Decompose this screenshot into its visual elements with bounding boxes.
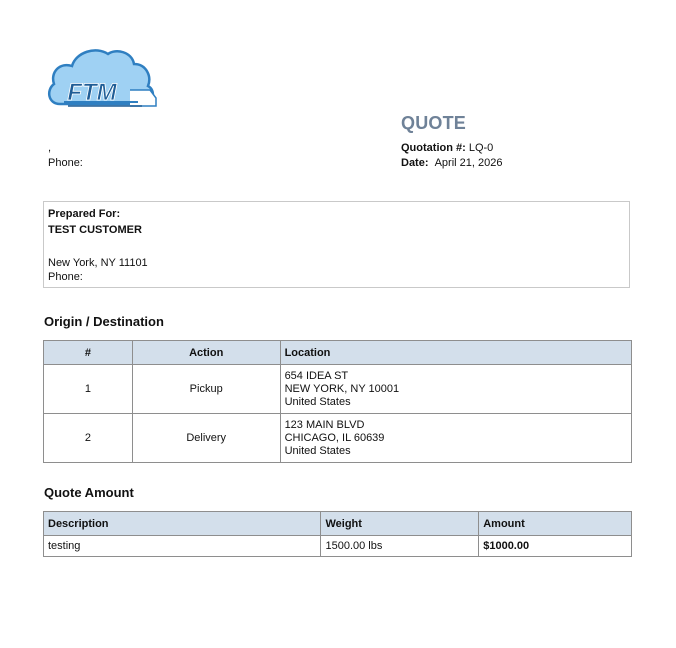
quote-amount-title: Quote Amount bbox=[44, 485, 134, 500]
table-header-row bbox=[44, 341, 632, 365]
column-header-location: Location bbox=[280, 341, 631, 365]
stop-action: Delivery bbox=[132, 414, 280, 463]
customer-address: New York, NY 11101 bbox=[48, 257, 148, 269]
company-address-line: , bbox=[48, 142, 52, 154]
column-header-description: Description bbox=[44, 512, 321, 536]
customer-phone-label: Phone: bbox=[48, 271, 83, 283]
table-row bbox=[44, 414, 632, 463]
location-street: 123 MAIN BLVD bbox=[284, 418, 365, 431]
column-header-number: # bbox=[44, 341, 133, 365]
origin-destination-title: Origin / Destination bbox=[44, 314, 164, 329]
stop-number: 1 bbox=[44, 365, 133, 414]
table-header-row bbox=[44, 512, 632, 536]
column-header-action: Action bbox=[132, 341, 280, 365]
stop-location bbox=[280, 365, 631, 414]
table-row bbox=[44, 365, 632, 414]
prepared-for-label: Prepared For: bbox=[48, 208, 121, 220]
location-country: United States bbox=[284, 444, 351, 457]
table-row bbox=[44, 536, 632, 557]
location-street: 654 IDEA ST bbox=[284, 369, 349, 382]
stop-number: 2 bbox=[44, 414, 133, 463]
line-amount: $1000.00 bbox=[479, 536, 632, 557]
customer-name: TEST CUSTOMER bbox=[48, 224, 142, 236]
location-city: CHICAGO, IL 60639 bbox=[284, 431, 385, 444]
quote-amount-table bbox=[43, 511, 632, 557]
cloud-truck-logo-icon bbox=[46, 46, 158, 112]
column-header-amount: Amount bbox=[479, 512, 632, 536]
quote-date-line bbox=[401, 157, 502, 170]
stop-location bbox=[280, 414, 631, 463]
quotation-number-line bbox=[401, 142, 493, 155]
column-header-weight: Weight bbox=[321, 512, 479, 536]
line-description: testing bbox=[44, 536, 321, 557]
stop-action: Pickup bbox=[132, 365, 280, 414]
line-weight: 1500.00 lbs bbox=[321, 536, 479, 557]
prepared-for-box bbox=[43, 201, 630, 288]
quote-date-value: April 21, 2026 bbox=[434, 157, 503, 169]
location-country: United States bbox=[284, 395, 351, 408]
quotation-number-value: LQ-0 bbox=[468, 142, 494, 154]
company-logo bbox=[46, 46, 158, 112]
company-phone-label: Phone: bbox=[48, 157, 83, 169]
quote-date-label: Date: bbox=[401, 157, 429, 169]
location-city: NEW YORK, NY 10001 bbox=[284, 382, 400, 395]
logo-text: FTM bbox=[67, 79, 117, 106]
quotation-number-label: Quotation #: bbox=[401, 142, 466, 154]
document-title: QUOTE bbox=[401, 113, 467, 133]
origin-destination-table bbox=[43, 340, 632, 463]
